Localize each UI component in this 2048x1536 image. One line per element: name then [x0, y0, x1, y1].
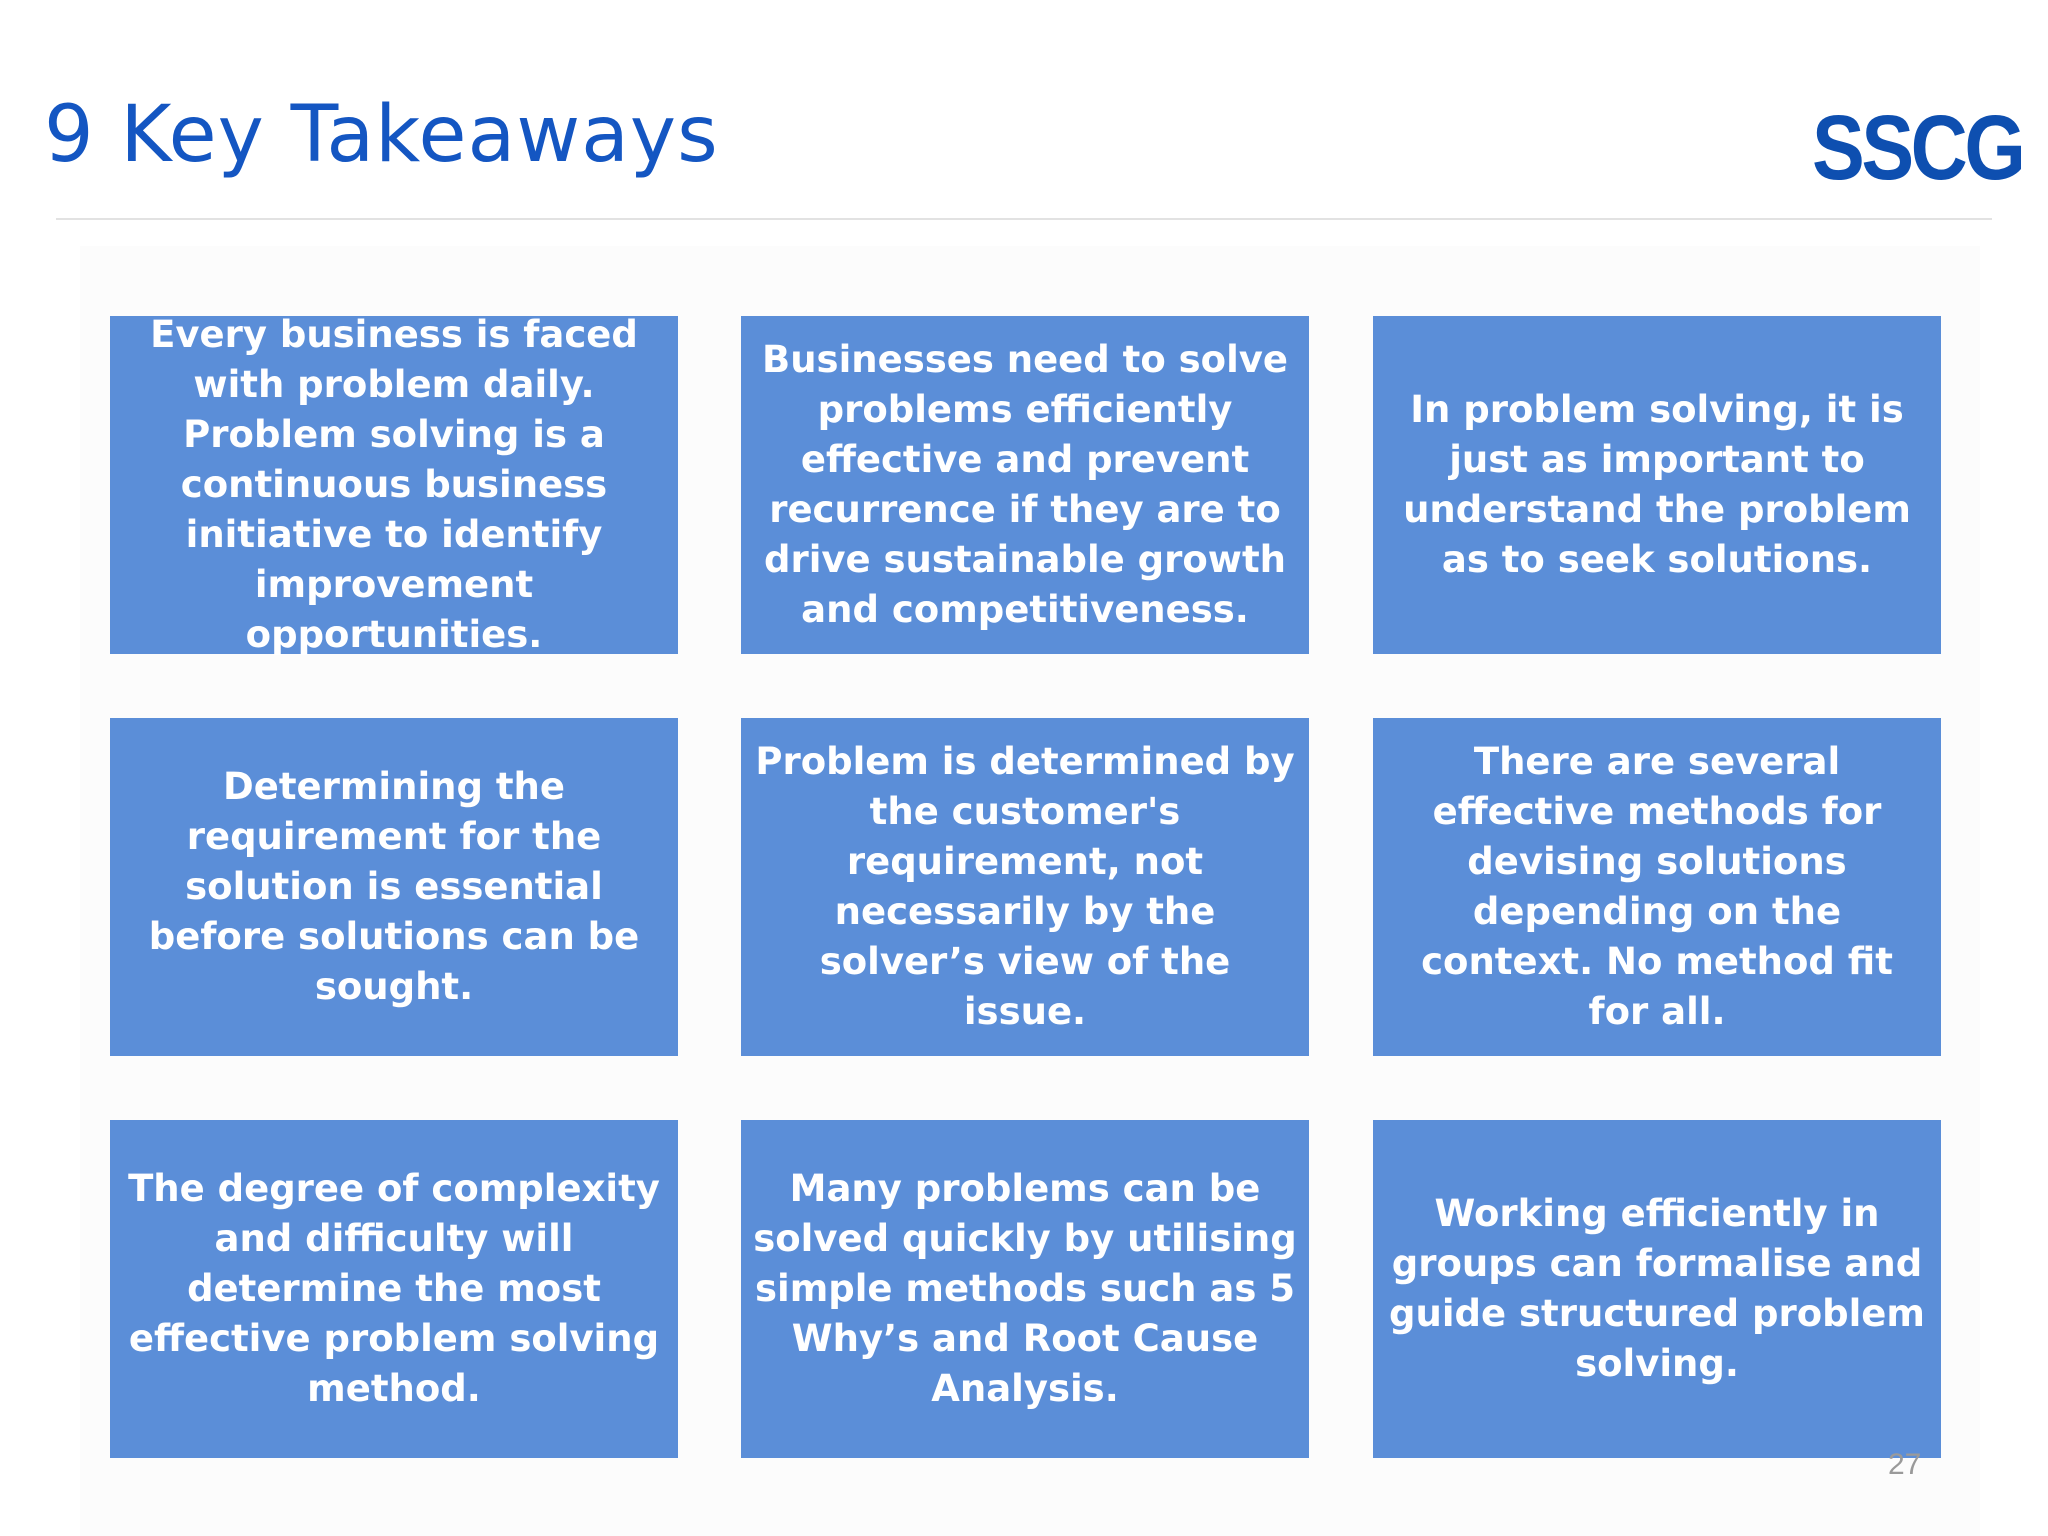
takeaway-box	[1373, 316, 1941, 654]
title-divider	[56, 218, 1992, 220]
takeaway-text: Every business is faced with problem daily. Problem solving is a continuous business initiative to identify improvement opportunities.	[150, 313, 638, 656]
takeaway-text: In problem solving, it is just as important to understand the problem as to seek solutions.	[1403, 388, 1911, 581]
slide-title: 9 Key Takeaways	[44, 90, 719, 180]
takeaway-box	[110, 718, 678, 1056]
page-number: 27	[1888, 1448, 1922, 1481]
takeaway-box	[110, 313, 678, 656]
takeaway-text: Many problems can be solved quickly by utilising simple methods such as 5 Why’s and Root Cause Analysis.	[753, 1167, 1297, 1410]
takeaway-box	[110, 1120, 678, 1458]
takeaway-box	[741, 718, 1309, 1056]
takeaway-box	[1373, 1120, 1941, 1458]
takeaway-text: Working efficiently in groups can formalise and guide structured problem solving.	[1389, 1192, 1925, 1385]
takeaway-text: Determining the requirement for the solution is essential before solutions can be sought.	[148, 765, 640, 1008]
takeaway-box	[741, 1120, 1309, 1458]
takeaway-text: There are several effective methods for devising solutions depending on the context. No method fit for all.	[1421, 740, 1893, 1033]
takeaway-text: Problem is determined by the customer's requirement, not necessarily by the solver’s view of the issue.	[755, 740, 1295, 1033]
takeaway-box	[1373, 718, 1941, 1056]
takeaway-box	[741, 316, 1309, 654]
takeaway-text: The degree of complexity and difficulty will determine the most effective problem solving method.	[128, 1167, 660, 1410]
sscg-logo: SSCG	[1812, 97, 2023, 199]
takeaway-text: Businesses need to solve problems efficiently effective and prevent recurrence if they are to drive sustainable growth and competitiveness.	[762, 338, 1288, 631]
